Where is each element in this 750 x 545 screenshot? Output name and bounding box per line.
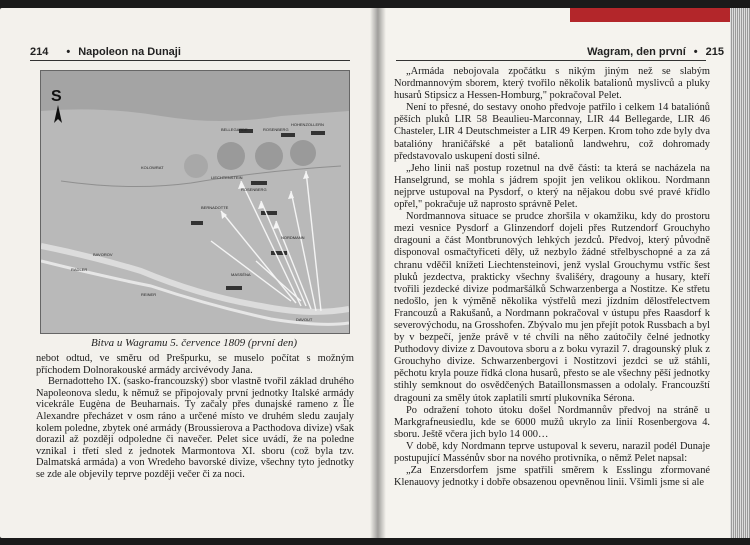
right-body-text: [394, 66, 710, 489]
map-label: ROSENBERG: [263, 127, 289, 132]
map-label: BELLEGARDE: [221, 127, 248, 132]
map-label: HOHENZOLLERN: [291, 122, 324, 127]
paragraph: „Armáda nebojovala zpočátku s nikým jiným než se slabým Nordmannovým sborem, který tvořilo několik batalionů myslivců a pluky husarů Stipsicz a Hessen-Homburg," pokračoval Pelet.: [394, 66, 710, 102]
paragraph: V době, kdy Nordmann teprve ustupoval k severu, narazil podél Dunaje postupující Massénův sbor na nového protivníka, o němž Pelet napsal:: [394, 440, 710, 464]
map-drawing: [41, 71, 349, 333]
map-label: BAVOROV: [93, 252, 113, 257]
map-label: LIECHTENSTEIN: [211, 175, 243, 180]
compass-letter: S: [51, 88, 62, 105]
map-label: BERNADOTTE: [201, 205, 229, 210]
left-page-number: 214: [30, 46, 49, 58]
right-head-rule: [396, 60, 706, 61]
page-edges: [730, 8, 750, 538]
left-head-rule: [30, 60, 350, 61]
right-running-head: Wagram, den první • 215: [587, 46, 724, 58]
map-label: RADLER: [71, 267, 88, 272]
paragraph: Není to přesné, do sestavy onoho předvoje patřilo i celkem 14 bataliónů pěších pluků LIR 58 Beaulieu-Marconnay, LIR 44 Bellegarde, LIR 46 Chasteler, LIR 4 Deutschmeister a LIR 49 Kerpen. Krom toho zde byly dva batalióny hraničářské a pět batalionů landwehru, což dohromady představovalo uskupení dosti silné.: [394, 102, 710, 162]
left-body-text: [36, 353, 354, 481]
paragraph: Bernadotteho IX. (sasko-francouzský) sbor vlastně tvořil základ druhého Napoleonova sledu, k němuž se připojovaly první jednotky Italské armády vicekrále Eugèna de Beuharnais. Ty začaly přes dunajské rameno z Île Alexandre přecházet v osm ráno a určené místo ve druhém sledu zaujaly kolem poledne, zbytek oné armády (Broussierova a Pacthodova divize) však dorazil až později odpoledne či navečer. Pelet sice uvádí, že na poledne vznikal i třetí sled z jednotek Marmontova XI. sboru (což byla tzv. Dalmatská armáda) a von Wredeho bavorské divize, všechny tyto jednotky se zde ale objevily teprve později večer či za noci.: [36, 376, 354, 480]
map-label: REINER: [141, 292, 157, 297]
map-caption: Bitva u Wagramu 5. července 1809 (první den): [90, 337, 298, 349]
left-running-head: 214 • Napoleon na Dunaji: [30, 46, 181, 58]
bookmark-tab: [570, 8, 730, 22]
right-head-title: Wagram, den první: [587, 46, 686, 58]
book-gutter: [370, 8, 386, 538]
map-label: MASSÉNA: [231, 272, 251, 277]
left-head-title: Napoleon na Dunaji: [78, 46, 181, 58]
map-label: NORDMANN: [281, 235, 305, 240]
paragraph: Po odražení tohoto útoku došel Nordmannův předvoj na stráně u Markgrafneusiedlu, kde se 6000 mužů ukrylo za linií Rosenbergova 4. sboru. Ještě včera jich bylo 14 000…: [394, 404, 710, 440]
paragraph: „Za Enzersdorfem jsme spatřili směrem k Esslingu zformované Klenauovy jednotky i dobře obsazenou opevněnou linii. Všimli jsme si ale: [394, 465, 710, 489]
right-page-number: 215: [705, 46, 724, 58]
paragraph: Nordmannova situace se prudce zhoršila v okamžiku, kdy do prostoru mezi vesnice Pysdorf a Glinzendorf dojeli přes Rutzendorf Grouchyho dragouni a část Montbrunových lehkých jezdců. Předvoj, který původně disponoval osmačtyřiceti děly, už nezbylo žádné střelbyschopné a za zá chranu vděčil knížeti Liechtensteinovi, jenž vyslal Grouchymu vstříc šest pluků jezdectva, prakticky všechny švališéry, dragouny a husary, kteří tvořili jezdecké divize podmaršálků Schwarzenberga a Nostitze. Ke střetu nedošlo, jen k výměně několika výstřelů mezi jízdním dělostřelectvem Francouzů a Rakušanů, a Nordmann pokračoval v ústupu přes Raasdorf k severovýchodu, na Grosshofen. Zbývalo mu jen přejít potok Russbach a byl by v bezpečí, jenže právě v té chvíli na něho zaútočily čelné jednotky Puthodovy divize z Davoutova sboru a z boku vyrazil 7. dragounský pluk z Grouchyho divize. Schwarzenbergovi i Nostitzovi jezdci se už stáhli, pěchotu kryla pouze řídká clona husarů, přesto se ale všechny pěší jednotky stihly semknout do osvědčených Bataillonsmassen a odolaly. Francouzští dragouni za směly útok zaplatili smrtí plukovníka Sérona.: [394, 211, 710, 404]
battle-map: [40, 70, 350, 334]
map-label: ROSENBERG: [241, 187, 267, 192]
map-label: DAVOUT: [296, 317, 313, 322]
map-label: KOLOWRAT: [141, 165, 164, 170]
paragraph: nebot odtud, ve směru od Prešpurku, se muselo počítat s možným příchodem Dolnorakouské armády arcivévody Jana.: [36, 353, 354, 376]
paragraph: „Jeho linii naš postup rozetnul na dvě části: ta která se nacházela na Hanselgrund, se mohla s jádrem spojit jen velikou oklikou. Nordmann nejprve ustupoval na Pysdorf, o který na nějakou dobu své pravé křídlo opřel," pokračuje už naprosto správně Pelet.: [394, 162, 710, 211]
